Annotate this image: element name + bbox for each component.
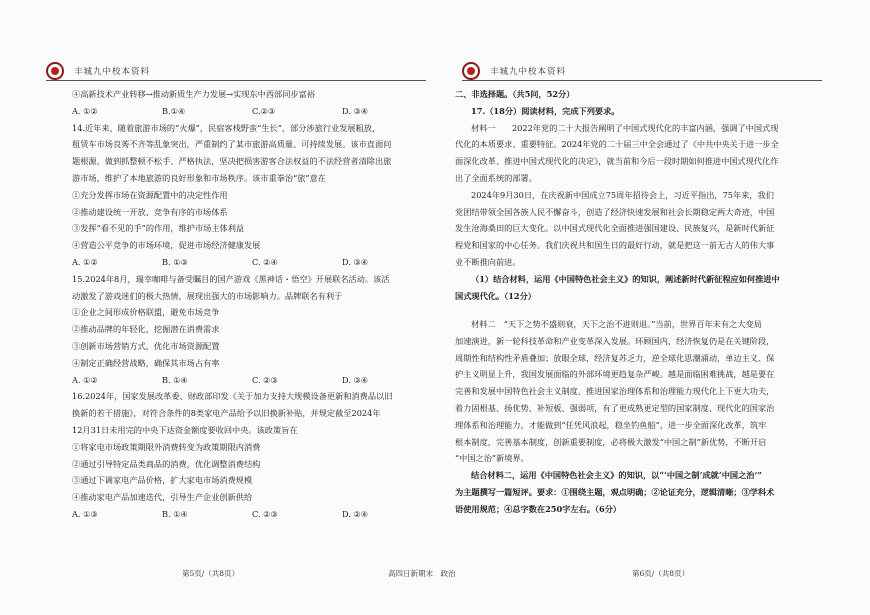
material1-line: 2024年9月30日，在庆祝新中国成立75周年招待会上，习近平指出，75年来，我们	[471, 189, 774, 200]
q14-options	[72, 254, 432, 271]
q14-line: 租赁车市场良莠不齐等乱象突出，严重制约了某市旅游高质量、可持续发展。该市直面问	[72, 139, 392, 150]
q14-option-b: B. ①③	[162, 256, 188, 267]
section-title: 二、非选择题。（共5问，52分）	[455, 89, 575, 99]
q15-item: ①企业之间形成价格联盟，避免市场竞争	[72, 307, 220, 318]
question1-line: 国式现代化。（12分）	[455, 290, 536, 301]
left-header-title: 丰城九中校本资料	[74, 67, 151, 77]
q14-item: ④营造公平竞争的市场环境，促进市场经济健康发展	[72, 240, 261, 251]
material2-line: 完善和发展中国特色社会主义制度、推进国家治理体系和治理能力现代化上下更大功夫，	[455, 386, 775, 397]
left-header-rule	[46, 80, 426, 81]
material2-line: 周期性和结构性矛盾叠加；放眼全球，经济复苏乏力，逆全球化思潮涌动，单边主义、保	[455, 352, 775, 363]
school-logo-icon	[462, 62, 480, 80]
q13-option-d: D. ③④	[342, 105, 369, 116]
q16-line: 12月31日未用完的中央下达资金额度要收回中央。该政策旨在	[72, 424, 298, 435]
right-content	[455, 86, 815, 304]
q13-option-a: A. ①②	[72, 105, 98, 116]
material2-line: “中国之治”新境界。	[455, 453, 529, 464]
q14-option-c: C. ②④	[252, 256, 278, 267]
q15-line: 15.2024年8月，瑞幸咖啡与备受瞩目的国产游戏《黑神话・悟空》开展联名活动。该活	[72, 273, 390, 284]
q13-options	[72, 103, 432, 120]
material2-line: 根本制度，完善基本制度，创新重要制度，必将极大激发“中国之制”新优势，不断开启	[455, 436, 767, 447]
q16-item: ③通过下调家电产品价格，扩大家电市场消费规模	[72, 475, 253, 486]
q17-intro: 17.（18分）阅读材料，完成下列要求。	[471, 105, 620, 116]
q15-options	[72, 372, 432, 389]
q14-line: 题根源，做到抓整顿不松手、严格执法，坚决把损害游客合法权益的不法经营者清除出旅	[72, 156, 392, 167]
question2-line: 语使用规范；④总字数在250字左右。（6分）	[455, 503, 622, 514]
q14-item: ①充分发挥市场在资源配置中的决定性作用	[72, 189, 228, 200]
left-page-number: 第5页/（共8页）	[182, 569, 240, 578]
school-logo-icon	[46, 62, 64, 80]
q16-options	[72, 506, 432, 523]
right-header	[462, 62, 566, 80]
q16-option-d: D. ②④	[342, 508, 369, 519]
material2-line: 理体系和治理能力，才能做到“任凭风浪起，稳坐钓鱼船”，进一步全面深化改革，筑牢	[455, 419, 767, 430]
question1-line: （1）结合材料，运用《中国特色社会主义》的知识，阐述新时代新征程应如何推进中	[471, 273, 780, 284]
exam-title-footer: 高四日新期末 政治	[388, 569, 456, 578]
material1-line: 面深化改革、推进中国式现代化的决定》，就当前和今后一段时期如何推进中国式现代化作	[455, 156, 779, 167]
q14-item: ③发挥“看不见的手”的作用，维护市场主体利益	[72, 223, 245, 234]
q15-option-a: A. ①②	[72, 374, 98, 385]
q15-option-b: B. ①④	[162, 374, 188, 385]
material1-line: 代化的本质要求、重要特征。2024年党的二十届三中全会通过了《中共中央关于进一步全	[455, 139, 779, 150]
right-header-title: 丰城九中校本资料	[490, 67, 567, 77]
left-header	[46, 62, 150, 80]
q14-option-a: A. ①②	[72, 256, 98, 267]
material2-line: 加速演进，新一轮科技革命和产业变革深入发展。环顾国内，经济恢复仍是在关键阶段，	[455, 335, 775, 346]
q14-line: 游市场，维护了本地旅游的良好形象和市场秩序。该市重拳治“旅”意在	[72, 172, 326, 183]
q15-line: 动激发了游戏迷们的极大热情，展现出强大的市场影响力。品牌联名有利于	[72, 290, 343, 301]
material2-line: 材料二 “天下之势不盛则衰，天下之治不进则退。”当前，世界百年未有之大变局	[471, 319, 762, 329]
q16-option-a: A. ①③	[72, 508, 98, 519]
right-content-lower	[455, 316, 815, 518]
material2-line: 着力固根基、扬优势、补短板、强弱项，有了更成熟更定型的国家制度、现代化的国家治	[455, 402, 775, 413]
material1-line: 党团结带领全国各族人民不懈奋斗，创造了经济快速发展和社会长期稳定两大奇迹，中国	[455, 206, 775, 217]
material1-line: 业不断推向前进。	[455, 256, 521, 267]
q15-option-d: D. ③④	[342, 374, 369, 385]
question2-line: 结合材料二，运用《中国特色社会主义》的知识，以“‘中国之制’成就‘中国之治’”	[471, 470, 763, 481]
q15-item: ②推动品牌的年轻化，挖掘潜在消费需求	[72, 324, 220, 335]
left-content	[72, 86, 432, 523]
q14-item: ②推动建设统一开放、竞争有序的市场体系	[72, 206, 228, 217]
q13-option-b: B.①④	[162, 105, 186, 116]
question2-line: 为主题撰写一篇短评。要求：①围绕主题，观点明确；②论证充分，逻辑清晰；③学科术	[455, 486, 775, 497]
material1-line: 出了全面系统的部署。	[455, 172, 537, 183]
right-page-number: 第6页/（共8页）	[632, 569, 690, 578]
q16-option-b: B. ①④	[162, 508, 188, 519]
q15-item: ③创新市场营销方式，优化市场资源配置	[72, 340, 220, 351]
q16-line: 换新的若干措施》，对符合条件的8类家电产品给予以旧换新补贴，并规定截至2024年	[72, 408, 381, 419]
q15-option-c: C. ②③	[252, 374, 278, 385]
q16-item: ①将家电市场政策期限外消费转变为政策期限内消费	[72, 441, 261, 452]
q15-item: ④制定正确经营战略，确保其市场占有率	[72, 357, 220, 368]
right-header-rule	[462, 80, 822, 81]
q13-option-c: C.②③	[252, 105, 276, 116]
q13-option-4: ④高新技术产业转移→推动新质生产力发展→实现东中西部同步富裕	[72, 89, 315, 99]
material1-line: 材料一 2022年党的二十大报告阐明了中国式现代化的丰富内涵，强调了中国式现	[471, 122, 779, 133]
material1-line: 发生沧海桑田的巨大变化。以中国式现代化全面推进强国建设、民族复兴，是新时代新征	[455, 223, 775, 234]
material1-line: 程党和国家的中心任务。我们庆祝共和国生日的最好行动，就是把这一前无古人的伟大事	[455, 240, 775, 251]
q14-option-d: D. ③④	[342, 256, 369, 267]
q14-line: 14.近年来，随着旅游市场的“火爆”，民宿客栈野蛮“生长”，部分涉旅行业发展粗放，	[72, 122, 381, 133]
q16-line: 16.2024年，国家发展改革委、财政部印发《关于加力支持大规模设备更新和消费品以旧	[72, 391, 393, 402]
material2-line: 护主义明显上升，我国发展面临的外部环境更趋复杂严峻。越是面临困难挑战，越是要在	[455, 369, 775, 380]
q16-option-c: C. ②③	[252, 508, 278, 519]
q16-item: ②通过引导特定品类商品的消费，优化调整消费结构	[72, 458, 261, 469]
q16-item: ④推动家电产品加速迭代，引导生产企业创新供给	[72, 492, 253, 503]
